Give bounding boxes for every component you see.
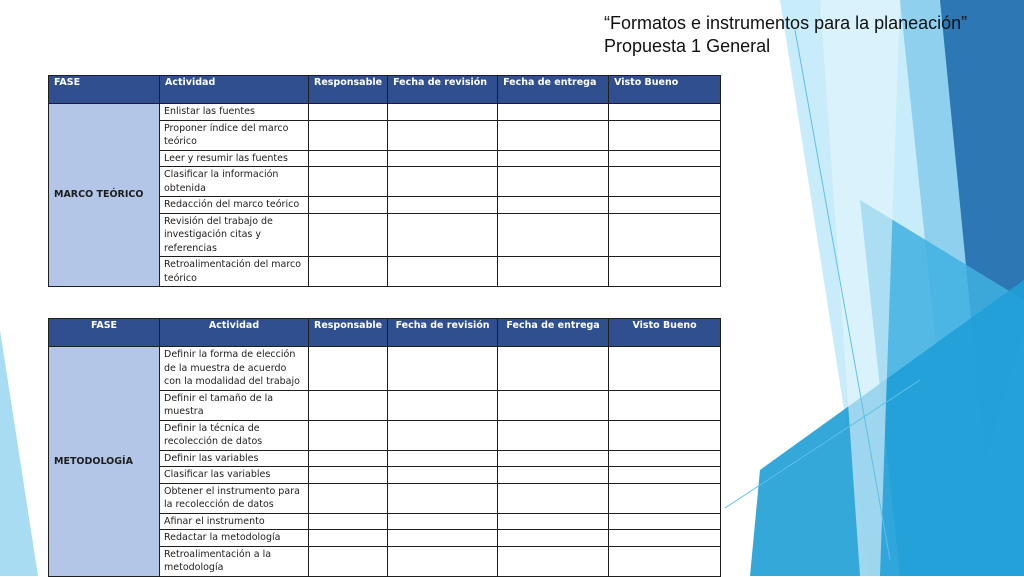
header-fecha-revision: Fecha de revisión xyxy=(388,319,498,347)
title-line-1: “Formatos e instrumentos para la planeación” xyxy=(604,13,968,33)
fecha-revision-cell[interactable] xyxy=(388,347,498,391)
responsable-cell[interactable] xyxy=(309,390,388,420)
fecha-entrega-cell[interactable] xyxy=(498,120,609,150)
visto-bueno-cell[interactable] xyxy=(609,450,721,467)
visto-bueno-cell[interactable] xyxy=(609,420,721,450)
header-actividad: Actividad xyxy=(160,76,309,104)
visto-bueno-cell[interactable] xyxy=(609,467,721,484)
visto-bueno-cell[interactable] xyxy=(609,530,721,547)
visto-bueno-cell[interactable] xyxy=(609,197,721,214)
fecha-revision-cell[interactable] xyxy=(388,546,498,576)
visto-bueno-cell[interactable] xyxy=(609,167,721,197)
fecha-entrega-cell[interactable] xyxy=(498,530,609,547)
fecha-revision-cell[interactable] xyxy=(388,213,498,257)
fecha-revision-cell[interactable] xyxy=(388,120,498,150)
visto-bueno-cell[interactable] xyxy=(609,213,721,257)
phase-cell: METODOLOGÍA xyxy=(49,347,160,577)
fecha-entrega-cell[interactable] xyxy=(498,483,609,513)
activity-cell: Leer y resumir las fuentes xyxy=(160,150,309,167)
fecha-revision-cell[interactable] xyxy=(388,483,498,513)
activity-cell: Clasificar la información obtenida xyxy=(160,167,309,197)
fecha-revision-cell[interactable] xyxy=(388,467,498,484)
title-line-2: Propuesta 1 General xyxy=(604,36,771,56)
activity-cell: Redacción del marco teórico xyxy=(160,197,309,214)
visto-bueno-cell[interactable] xyxy=(609,347,721,391)
fecha-entrega-cell[interactable] xyxy=(498,213,609,257)
responsable-cell[interactable] xyxy=(309,257,388,287)
visto-bueno-cell[interactable] xyxy=(609,513,721,530)
slide-title xyxy=(604,12,1004,58)
visto-bueno-cell[interactable] xyxy=(609,257,721,287)
header-visto-bueno: Visto Bueno xyxy=(609,76,721,104)
activity-cell: Enlistar las fuentes xyxy=(160,104,309,121)
activity-cell: Clasificar las variables xyxy=(160,467,309,484)
responsable-cell[interactable] xyxy=(309,347,388,391)
responsable-cell[interactable] xyxy=(309,546,388,576)
visto-bueno-cell[interactable] xyxy=(609,150,721,167)
header-row xyxy=(49,319,721,347)
responsable-cell[interactable] xyxy=(309,104,388,121)
responsable-cell[interactable] xyxy=(309,120,388,150)
header-responsable: Responsable xyxy=(309,319,388,347)
responsable-cell[interactable] xyxy=(309,150,388,167)
header-visto-bueno: Visto Bueno xyxy=(609,319,721,347)
fecha-entrega-cell[interactable] xyxy=(498,467,609,484)
responsable-cell[interactable] xyxy=(309,167,388,197)
fecha-revision-cell[interactable] xyxy=(388,530,498,547)
activity-cell: Proponer índice del marco teórico xyxy=(160,120,309,150)
responsable-cell[interactable] xyxy=(309,530,388,547)
responsable-cell[interactable] xyxy=(309,483,388,513)
fecha-revision-cell[interactable] xyxy=(388,197,498,214)
fecha-revision-cell[interactable] xyxy=(388,257,498,287)
fecha-entrega-cell[interactable] xyxy=(498,167,609,197)
header-row xyxy=(49,76,721,104)
fecha-entrega-cell[interactable] xyxy=(498,197,609,214)
table-row xyxy=(49,104,721,121)
fecha-revision-cell[interactable] xyxy=(388,390,498,420)
activity-cell: Afinar el instrumento xyxy=(160,513,309,530)
fecha-entrega-cell[interactable] xyxy=(498,546,609,576)
metodologia-table xyxy=(48,318,721,577)
responsable-cell[interactable] xyxy=(309,513,388,530)
visto-bueno-cell[interactable] xyxy=(609,390,721,420)
activity-cell: Definir el tamaño de la muestra xyxy=(160,390,309,420)
left-accent-triangle xyxy=(0,330,38,576)
fecha-entrega-cell[interactable] xyxy=(498,150,609,167)
fecha-revision-cell[interactable] xyxy=(388,420,498,450)
fecha-entrega-cell[interactable] xyxy=(498,347,609,391)
header-actividad: Actividad xyxy=(160,319,309,347)
fecha-entrega-cell[interactable] xyxy=(498,450,609,467)
visto-bueno-cell[interactable] xyxy=(609,120,721,150)
fecha-entrega-cell[interactable] xyxy=(498,513,609,530)
header-fecha-entrega: Fecha de entrega xyxy=(498,319,609,347)
fecha-entrega-cell[interactable] xyxy=(498,257,609,287)
table-row xyxy=(49,347,721,391)
activity-cell: Definir las variables xyxy=(160,450,309,467)
fecha-entrega-cell[interactable] xyxy=(498,420,609,450)
activity-cell: Definir la forma de elección de la muestra de acuerdo con la modalidad del trabajo xyxy=(160,347,309,391)
fecha-revision-cell[interactable] xyxy=(388,167,498,197)
fecha-revision-cell[interactable] xyxy=(388,104,498,121)
fecha-entrega-cell[interactable] xyxy=(498,390,609,420)
responsable-cell[interactable] xyxy=(309,213,388,257)
activity-cell: Obtener el instrumento para la recolección de datos xyxy=(160,483,309,513)
header-fase: FASE xyxy=(49,76,160,104)
marco-teorico-table xyxy=(48,75,721,287)
activity-cell: Retroalimentación del marco teórico xyxy=(160,257,309,287)
visto-bueno-cell[interactable] xyxy=(609,104,721,121)
fecha-entrega-cell[interactable] xyxy=(498,104,609,121)
header-fecha-entrega: Fecha de entrega xyxy=(498,76,609,104)
header-fase: FASE xyxy=(49,319,160,347)
visto-bueno-cell[interactable] xyxy=(609,483,721,513)
responsable-cell[interactable] xyxy=(309,420,388,450)
fecha-revision-cell[interactable] xyxy=(388,150,498,167)
activity-cell: Definir la técnica de recolección de datos xyxy=(160,420,309,450)
header-responsable: Responsable xyxy=(309,76,388,104)
activity-cell: Retroalimentación a la metodología xyxy=(160,546,309,576)
fecha-revision-cell[interactable] xyxy=(388,450,498,467)
fecha-revision-cell[interactable] xyxy=(388,513,498,530)
activity-cell: Redactar la metodología xyxy=(160,530,309,547)
responsable-cell[interactable] xyxy=(309,197,388,214)
responsable-cell[interactable] xyxy=(309,450,388,467)
header-fecha-revision: Fecha de revisión xyxy=(388,76,498,104)
phase-cell: MARCO TEÓRICO xyxy=(49,104,160,287)
responsable-cell[interactable] xyxy=(309,467,388,484)
visto-bueno-cell[interactable] xyxy=(609,546,721,576)
activity-cell: Revisión del trabajo de investigación citas y referencias xyxy=(160,213,309,257)
